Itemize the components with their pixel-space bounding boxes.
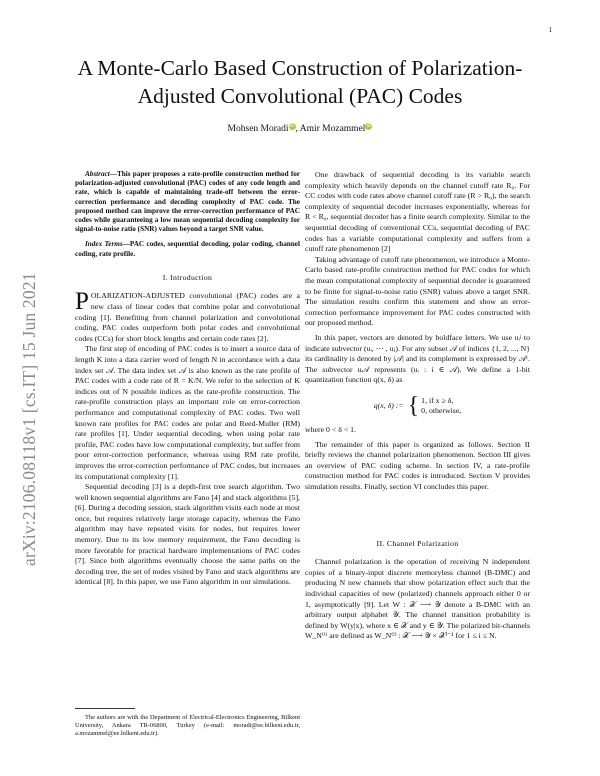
paragraph (75, 288, 300, 344)
paper-title: A Monte-Carlo Based Construction of Polarization-Adjusted Convolutional (PAC) Codes (77, 56, 523, 108)
paragraph: Sequential decoding [3] is a depth-first tree search algorithm. Two well known sequential algorithms are Fano [4] and stack algorithms [5], [6]. During a decoding session, stack algorithm visits each node at most once, but requires relatively large storage capacity, whereas the Fano algorithm may have repeated visits for nodes, but requires lower memory. Due to its low memory requirement, the Fano decoding is more favorable for practical hardware implementations of PAC codes [7]. Since both algorithms eventually choose the same paths on the decoding tree, the set of nodes visited by Fano and stack algorithms are identical [8]. In this paper, we use Fano algorithm in our simulations. (75, 482, 300, 587)
author-name: Amir Mozammel (299, 124, 366, 135)
paragraph: The first step of encoding of PAC codes is to insert a source data of length K into a data carrier word of length N in accordance with a data index set 𝒜. The data index set 𝒜 is also known as the rate profile of PAC codes with a code rate of R = K/N. We refer to the selection of K indices out of N possible indices as the rate-profile construction. The rate-profile construction plays an important role on error-correction performance and computational complexity of PAC codes. Two well known rate profiles for PAC codes are polar and Reed-Muller (RM) rate profiles [1]. Under sequential decoding, when using polar rate profile, PAC codes have low computational complexity, but suffer from poor error-correction performance, whereas using RM rate profile, improves the error-correction performance of PAC codes, but increases its computational complexity [1]. (75, 344, 300, 481)
abstract-label: Abstract (85, 170, 110, 178)
orcid-icon[interactable]: iD (366, 123, 372, 129)
abstract (75, 170, 300, 234)
paragraph: One drawback of sequential decoding is its variable search complexity which heavily depends on the channel cutoff rate R₀. For CC codes with code rates above channel cutoff rate (R > R₀), the search complexity of sequential decoder increases exponentially, whereas for R < R₀, sequential decoder has a finite search complexity. Similar to the sequential decoding of conventional CCs, sequential decoding of PAC codes has a variable computational complexity and suffers from a cutoff rate phenomenon [2] (305, 170, 530, 254)
left-column (75, 170, 300, 588)
footnote: The authors are with the Department of Electrical-Electronics Engineering, Bilkent University, Ankara TR-06800, Turkey (e-mail: moradi@ee.bilkent.edu.tr, a.mozammel@ee.bilkent.edu.tr). (75, 714, 300, 738)
equation-case: 1, if x ≥ δ, (421, 395, 454, 405)
paragraph-text: OLARIZATION-ADJUSTED convolutional (PAC) codes are a new class of linear codes that combine polar and convolutional coding [1]. Benefiting from channel polarization and convolutional coding, PAC codes outperform both polar codes and convolutional codes (CCs) for short block lengths and certain code rates [2]. (75, 291, 300, 343)
equation (305, 393, 530, 420)
equation-cases (421, 396, 461, 417)
paragraph: where 0 < δ < 1. (305, 425, 357, 435)
section-heading: II. Channel Polarization (376, 538, 459, 548)
brace-symbol: { (407, 393, 420, 420)
index-terms-label: Index Terms (85, 240, 123, 249)
index-terms (75, 240, 300, 258)
equation-case: 0, otherwise, (421, 406, 462, 416)
paragraph: In this paper, vectors are denoted by boldface letters. We use uᵢʲ to indicate subvector (uᵢ, ⋯ , uⱼ). For any subset 𝒜 of indices {1, 2, ..., N} its cardinality is denoted by |𝒜| and its complement is expressed by 𝒜ᶜ. The subvector u𝒜 represents (uᵢ : i ∈ 𝒜). We define a 1-bit quantization function q(x, δ) as (305, 332, 530, 385)
page-number: 1 (548, 26, 552, 34)
section-heading: I. Introduction (162, 272, 213, 282)
arxiv-stamp: arXiv:2106.08118v1 [cs.IT] 15 Jun 2021 (19, 272, 39, 566)
index-terms-text: —PAC codes, sequential decoding, polar coding, channel coding, rate profile. (75, 240, 300, 258)
orcid-icon[interactable]: iD (289, 123, 295, 129)
drop-cap: P (75, 288, 89, 316)
footnote-rule (75, 708, 135, 709)
equation-lhs: q(x, δ) := (373, 401, 404, 411)
author-name: Mohsen Moradi (227, 124, 289, 135)
author-line (60, 123, 540, 134)
paragraph: Channel polarization is the operation of receiving N independent copies of a binary-input discrete memoryless channel (B-DMC) and producing N new channels that show polarization effect such that the individual capacities of new (polarized) channels approach either 0 or 1, asymptotically [9]. Let W : 𝒳 ⟶ 𝒴 denote a B-DMC with an arbitrary output alphabet 𝒴. The channel transition probability is defined by W(y|x), where x ∈ 𝒳 and y ∈ 𝒴. The polarized bit-channels W_N⁽ⁱ⁾ are defined as W_N⁽ⁱ⁾ : 𝒳 ⟶ 𝒴 × 𝒳ⁱ⁻¹ for 1 ≤ i ≤ N. (305, 557, 530, 641)
abstract-text: —This paper proposes a rate-profile construction method for polarization-adjusted convolutional (PAC) codes of any code length and rate, which is capable of maintaining trade-off between the error-correction performance and decoding complexity of PAC code. The proposed method can improve the error-correction performance of PAC codes while guaranteeing a low mean sequential decoding complexity for signal-to-noise ratio (SNR) values beyond a target SNR value. (75, 170, 300, 234)
author-separator: , (295, 124, 300, 135)
right-column (305, 170, 530, 642)
paragraph: Taking advantage of cutoff rate phenomenon, we introduce a Monte-Carlo based rate-profile construction method for PAC codes for which the mean computational complexity of sequential decoder is guaranteed to be finite for signal-to-noise ratio (SNR) values above a target SNR. The simulation results confirm this statement and show an error-correction performance improvement for PAC codes constructed with our proposed method. (305, 254, 530, 328)
paragraph: The remainder of this paper is organized as follows. Section II briefly reviews the channel polarization phenomenon. Section III gives an overview of PAC coding scheme. In section IV, a rate-profile construction method for PAC codes is introduced. Section V provides simulation results. Finally, section VI concludes this paper. (305, 439, 530, 492)
